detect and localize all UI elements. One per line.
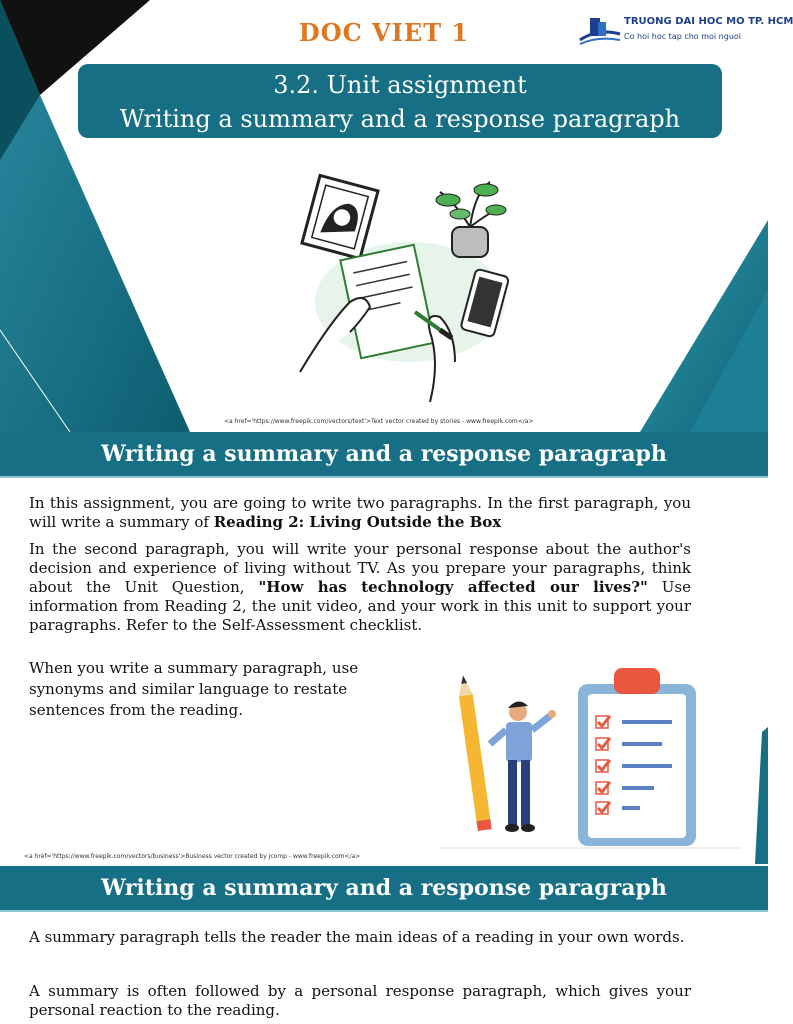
paragraph-response-definition: A summary is often followed by a personal response paragraph, which gives your personal reaction to the reading. xyxy=(29,982,691,1019)
response-text-a: In the second paragraph, you will write your personal response about the author's decision and experience of living without TV. As you prepare your paragraphs, think about the Unit Question, xyxy=(29,540,691,596)
logo-name: TRUONG DAI HOC MO TP. HCM xyxy=(624,16,793,27)
university-logo xyxy=(578,14,793,48)
unit-title: 3.2. Unit assignment xyxy=(273,71,527,99)
title-box xyxy=(78,64,722,138)
reading-title: Reading 2: Living Outside the Box xyxy=(213,513,502,531)
intro-text: In this assignment, you are going to write two paragraphs. In the first paragraph, you will write a summary of xyxy=(29,494,691,531)
heading-underline xyxy=(0,476,768,478)
response-text-b: Use information from Reading 2, the unit video, and your work in this unit to support your paragraphs. Refer to the Self-Assessment checklist. xyxy=(29,578,691,634)
slide-title xyxy=(0,0,793,432)
paragraph-summary-definition: A summary paragraph tells the reader the main ideas of a reading in your own words. xyxy=(29,928,685,946)
logo-tagline: Co hoi hoc tap cho moi nguoi xyxy=(624,32,742,41)
assignment-title: Writing a summary and a response paragraph xyxy=(119,105,681,133)
image-credit-2: <a href='https://www.freepik.com/vectors/business'>Business vector created by jcomp - www.freepik.com</a> xyxy=(24,853,361,860)
writing-illustration xyxy=(290,172,520,402)
unit-question: "How has technology affected our lives?" xyxy=(258,578,648,596)
paragraph-response xyxy=(29,540,691,635)
section-heading-2: Writing a summary and a response paragraph xyxy=(0,866,768,910)
slide-summary-definition xyxy=(0,864,768,1024)
section-heading-1: Writing a summary and a response paragraph xyxy=(0,432,768,476)
image-credit-1: <a href='https://www.freepik.com/vectors/text'>Text vector created by stories - www.freepik.com</a> xyxy=(224,418,534,425)
checklist-illustration xyxy=(440,660,740,850)
paragraph-intro xyxy=(29,494,691,532)
university-logo-icon xyxy=(578,14,622,48)
course-title: DOC VIET 1 xyxy=(298,18,470,47)
heading-underline xyxy=(0,910,768,912)
paragraph-synonyms: When you write a summary paragraph, use synonyms and similar language to restate sentences from the reading. xyxy=(29,659,359,719)
slide-assignment-details xyxy=(0,432,768,864)
